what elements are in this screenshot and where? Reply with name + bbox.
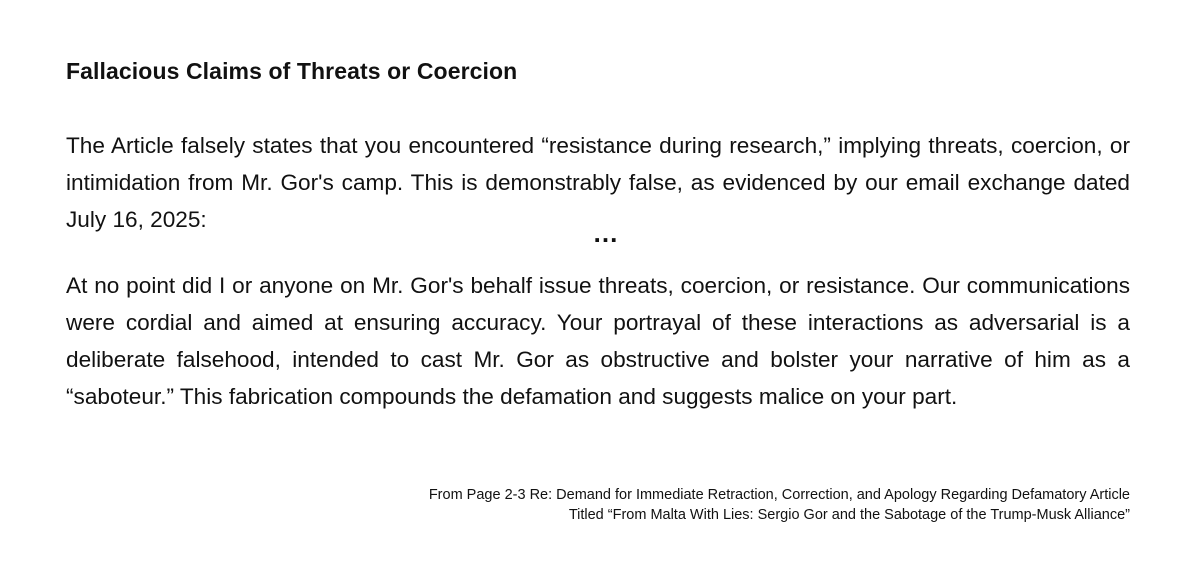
section-heading: Fallacious Claims of Threats or Coercion	[66, 58, 518, 84]
paragraph-resistance-claim: The Article falsely states that you encountered “resistance during research,” implying threats, coercion, or intimidation from Mr. Gor's camp. This is demonstrably false, as evidenced by our email exchange dated July 16, 2025:	[66, 133, 1130, 232]
paragraph-rebuttal: At no point did I or anyone on Mr. Gor's behalf issue threats, coercion, or resistance. Our communications were cordial and aimed at ensuring accuracy. Your portrayal of these interactions as adversarial is a deliberate falsehood, intended to cast Mr. Gor as obstructive and bolster your narrative of him as a “saboteur.” This fabrication compounds the defamation and suggests malice on your part.	[66, 273, 1130, 409]
source-caption	[429, 485, 1130, 525]
ellipsis-separator: …	[592, 218, 620, 248]
caption-line-2: Titled “From Malta With Lies: Sergio Gor and the Sabotage of the Trump-Musk Alliance”	[568, 507, 1130, 523]
caption-line-1: From Page 2-3 Re: Demand for Immediate Retraction, Correction, and Apology Regarding Defamatory Article	[428, 487, 1130, 503]
